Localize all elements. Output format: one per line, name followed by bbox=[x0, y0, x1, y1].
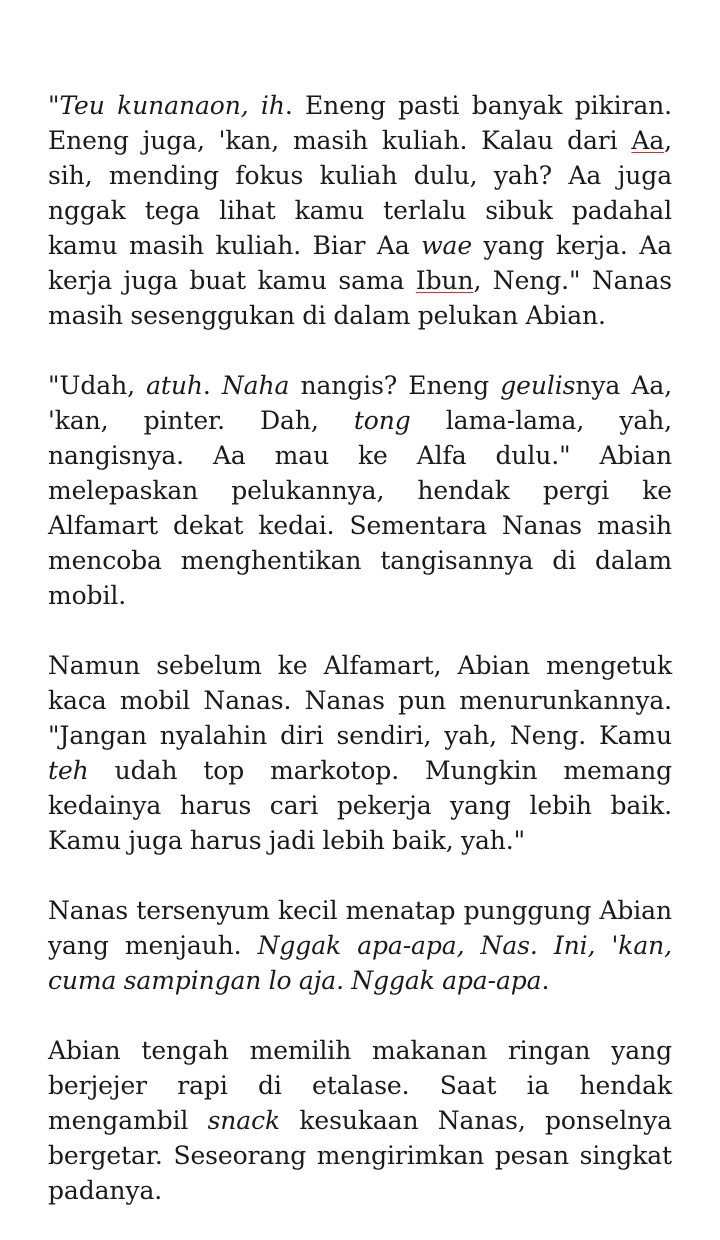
italic-text: tong bbox=[353, 406, 411, 435]
text-run: . bbox=[541, 966, 550, 995]
text-run: . bbox=[202, 371, 222, 400]
text-run: , Neng." Nanas masih sesenggukan di dalam pelukan Abian. bbox=[48, 266, 680, 330]
underlined-link[interactable]: Aa bbox=[631, 126, 665, 155]
text-run: Abian tengah memilih makanan ringan yang berjejer rapi di etalase. Saat ia hendak mengambil bbox=[48, 1036, 680, 1135]
italic-text: Nggak apa-apa, Nas. Ini, 'kan, cuma sampingan lo aja. Nggak apa-apa bbox=[48, 931, 680, 995]
paragraph bbox=[48, 88, 680, 333]
text-run: Namun sebelum ke Alfamart, Abian mengetuk kaca mobil Nanas. Nanas pun menurunkannya. "Jangan nyalahin diri sendiri, yah, Neng. Kamu bbox=[48, 651, 680, 750]
italic-text: geulis bbox=[500, 371, 576, 400]
text-run: " bbox=[48, 91, 60, 120]
italic-text: wae bbox=[421, 231, 473, 260]
text-run: "Udah, bbox=[48, 371, 147, 400]
text-run: lama-lama, yah, nangisnya. Aa mau ke Alfa dulu." Abian melepaskan pelukannya, hendak pergi ke Alfamart dekat kedai. Sementara Nanas masih mencoba menghentikan tangisannya di dalam mobil. bbox=[48, 406, 680, 610]
italic-text: Naha bbox=[221, 371, 290, 400]
text-run: yang kerja. Aa kerja juga buat kamu sama bbox=[48, 231, 680, 295]
text-run: udah top markotop. Mungkin memang kedainya harus cari pekerja yang lebih baik. Kamu juga harus jadi lebih baik, yah." bbox=[48, 756, 680, 855]
text-run: Nanas tersenyum kecil menatap punggung Abian yang menjauh. bbox=[48, 896, 680, 960]
paragraph bbox=[48, 1033, 680, 1208]
paragraph bbox=[48, 893, 680, 998]
text-run: , sih, mending fokus kuliah dulu, yah? Aa juga nggak tega lihat kamu terlalu sibuk padahal kamu masih kuliah. Biar Aa bbox=[48, 126, 680, 260]
text-run: nangis? Eneng bbox=[289, 371, 501, 400]
text-run: . Eneng pasti banyak pikiran. Eneng juga, 'kan, masih kuliah. Kalau dari bbox=[48, 91, 680, 155]
chapter-text bbox=[48, 88, 680, 1208]
italic-text: snack bbox=[207, 1106, 281, 1135]
italic-text: Teu kunanaon, ih bbox=[59, 91, 285, 120]
underlined-link[interactable]: Ibun bbox=[415, 266, 474, 295]
paragraph bbox=[48, 368, 680, 613]
text-run: kesukaan Nanas, ponselnya bergetar. Seseorang mengirimkan pesan singkat padanya. bbox=[48, 1106, 680, 1205]
paragraph bbox=[48, 648, 680, 858]
italic-text: atuh bbox=[146, 371, 203, 400]
text-run: nya Aa, 'kan, pinter. Dah, bbox=[48, 371, 680, 435]
italic-text: teh bbox=[48, 756, 89, 785]
